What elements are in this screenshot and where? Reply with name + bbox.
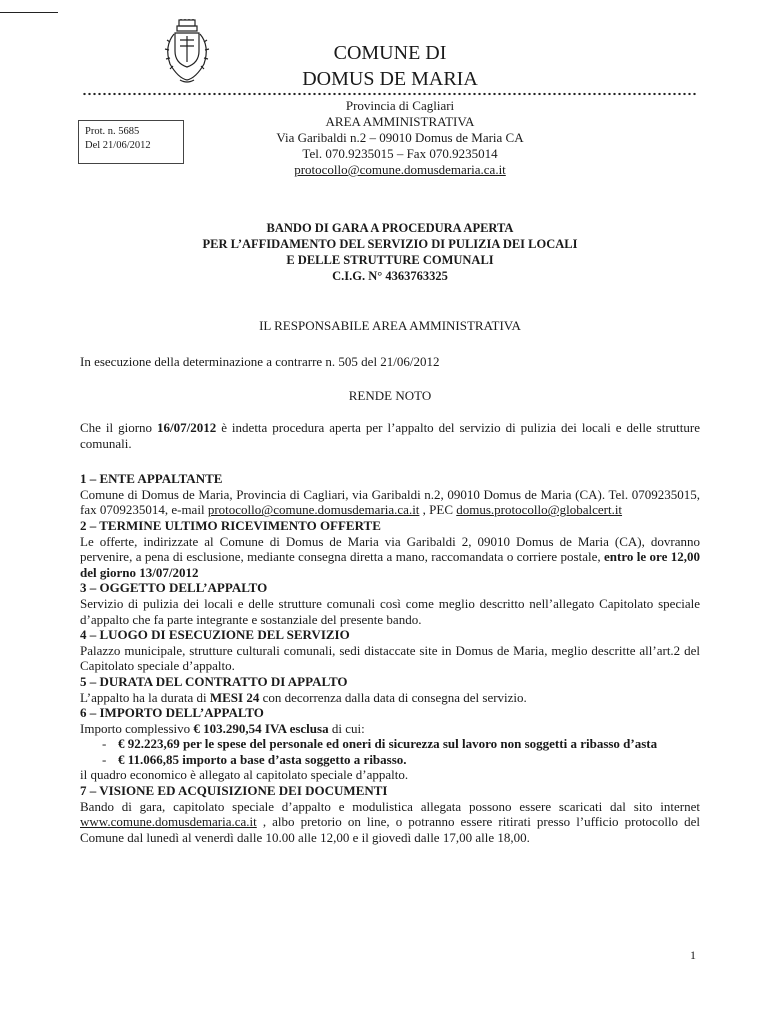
section-heading: 6 – IMPORTO DELL’APPALTO [80,705,264,721]
section-text-part: , PEC [419,502,457,518]
section-text-part: Bando di gara, capitolato speciale d’appalto e modulistica allegata possono essere scaricati dal sito internet [80,798,700,814]
protocol-date: Del 21/06/2012 [85,140,151,151]
deadline: entro le ore 12,00 del giorno 13/07/2012 [80,549,700,580]
section-text [80,534,700,581]
intro-date: 16/07/2012 [157,420,217,435]
amount-list [80,736,700,767]
list-item: - € 92.223,69 per le spese del personale ed oneri di sicurezza sul lavoro non soggetti a ribasso d’asta [104,736,700,752]
intro-paragraph [80,420,700,451]
address-line: Via Garibaldi n.2 – 09010 Domus de Maria CA [276,130,524,145]
intro-text: è indetta procedura aperta per l’appalto del servizio di pulizia dei locali e delle strutture comunali. [80,420,700,451]
total-amount: € 103.290,54 IVA esclusa [193,720,329,736]
section-heading: 5 – DURATA DEL CONTRATTO DI APPALTO [80,673,348,689]
municipal-crest-icon [158,18,216,88]
section-text [80,721,700,737]
section-heading: 3 – OGGETTO DELL’APPALTO [80,580,268,596]
section-text [80,487,700,518]
section-text-part: Comune di Domus de Maria, Provincia di Cagliari, via Garibaldi n.2, 09010 Domus de Maria (CA). Tel. 0709235015, fax 0709235014, e-mail [80,486,700,518]
commune-name [270,40,510,92]
title-line: PER L’AFFIDAMENTO DEL SERVIZIO DI PULIZIA DEI LOCALI [202,237,578,251]
website-link[interactable]: www.comune.domusdemaria.ca.it [80,814,257,830]
esecuzione-line: In esecuzione della determinazione a contrarre n. 505 del 21/06/2012 [80,354,440,369]
dotted-divider [82,92,698,96]
intro-text: Che il giorno [80,420,157,435]
contact-block [210,98,590,178]
title-line: E DELLE STRUTTURE COMUNALI [286,253,494,267]
responsabile-heading: IL RESPONSABILE AREA AMMINISTRATIVA [259,318,521,333]
rende-noto-heading: RENDE NOTO [348,388,432,403]
section-text: il quadro economico è allegato al capitolato speciale d’appalto. [80,767,409,783]
page-number: 1 [690,948,696,962]
province-line: Provincia di Cagliari [345,98,455,113]
protocol-number: Prot. n. 5685 [85,126,140,137]
document-body [80,420,700,845]
top-rule [0,12,58,13]
section-text-part: con decorrenza dalla data di consegna del servizio. [259,689,527,705]
section-heading: 4 – LUOGO DI ESECUZIONE DEL SERVIZIO [80,627,350,643]
section-text: Servizio di pulizia dei locali e delle strutture comunali così come meglio descritto nell’allegato Capitolato speciale d’appalto che fa parte integrante e sostanziale del presente bando. [80,595,700,627]
section-text-part: , albo pretorio on line, o potranno essere ritirati presso l’ufficio protocollo del Comune dal lunedì al venerdì dalle 10.00 alle 12,00 e il giovedì dalle 17,00 alle 18,00. [80,814,700,845]
section-heading: 1 – ENTE APPALTANTE [80,471,223,487]
section-text-part: Importo complessivo [80,720,194,736]
duration: MESI 24 [209,689,260,705]
pec-link[interactable]: domus.protocollo@globalcert.it [456,502,623,518]
section-text [80,799,700,846]
header-email-link[interactable]: protocollo@comune.domusdemaria.ca.it [294,162,506,177]
section-text [80,690,700,706]
section-text-part: Le offerte, indirizzate al Comune di Domus de Maria via Garibaldi 2, 09010 Domus de Maria (CA), dovranno pervenire, a pena di esclusione, mediante consegna diretta a mano, raccomandata o corriere postale, [80,533,700,565]
protocol-stamp [78,120,184,164]
cig-code: C.I.G. N° 4363763325 [332,269,448,283]
list-item: - € 11.066,85 importo a base d’asta soggetto a ribasso. [104,752,700,768]
email-link[interactable]: protocollo@comune.domusdemaria.ca.it [207,502,420,518]
section-heading: 7 – VISIONE ED ACQUISIZIONE DEI DOCUMENTI [80,783,388,799]
section-text-part: L’appalto ha la durata di [80,689,210,705]
title-line: BANDO DI GARA A PROCEDURA APERTA [266,221,514,235]
commune-name-line2: DOMUS DE MARIA [302,68,478,90]
commune-name-line1: COMUNE DI [333,42,447,64]
area-line: AREA AMMINISTRATIVA [325,114,475,129]
document-title [80,220,700,284]
section-text: Palazzo municipale, strutture culturali comunali, sedi distaccate site in Domus de Maria, meglio descritte all’art.2 del Capitolato speciale d’appalto. [80,642,700,674]
phone-line: Tel. 070.9235015 – Fax 070.9235014 [302,146,498,161]
section-heading: 2 – TERMINE ULTIMO RICEVIMENTO OFFERTE [80,517,381,533]
section-text-part: di cui: [328,720,365,736]
